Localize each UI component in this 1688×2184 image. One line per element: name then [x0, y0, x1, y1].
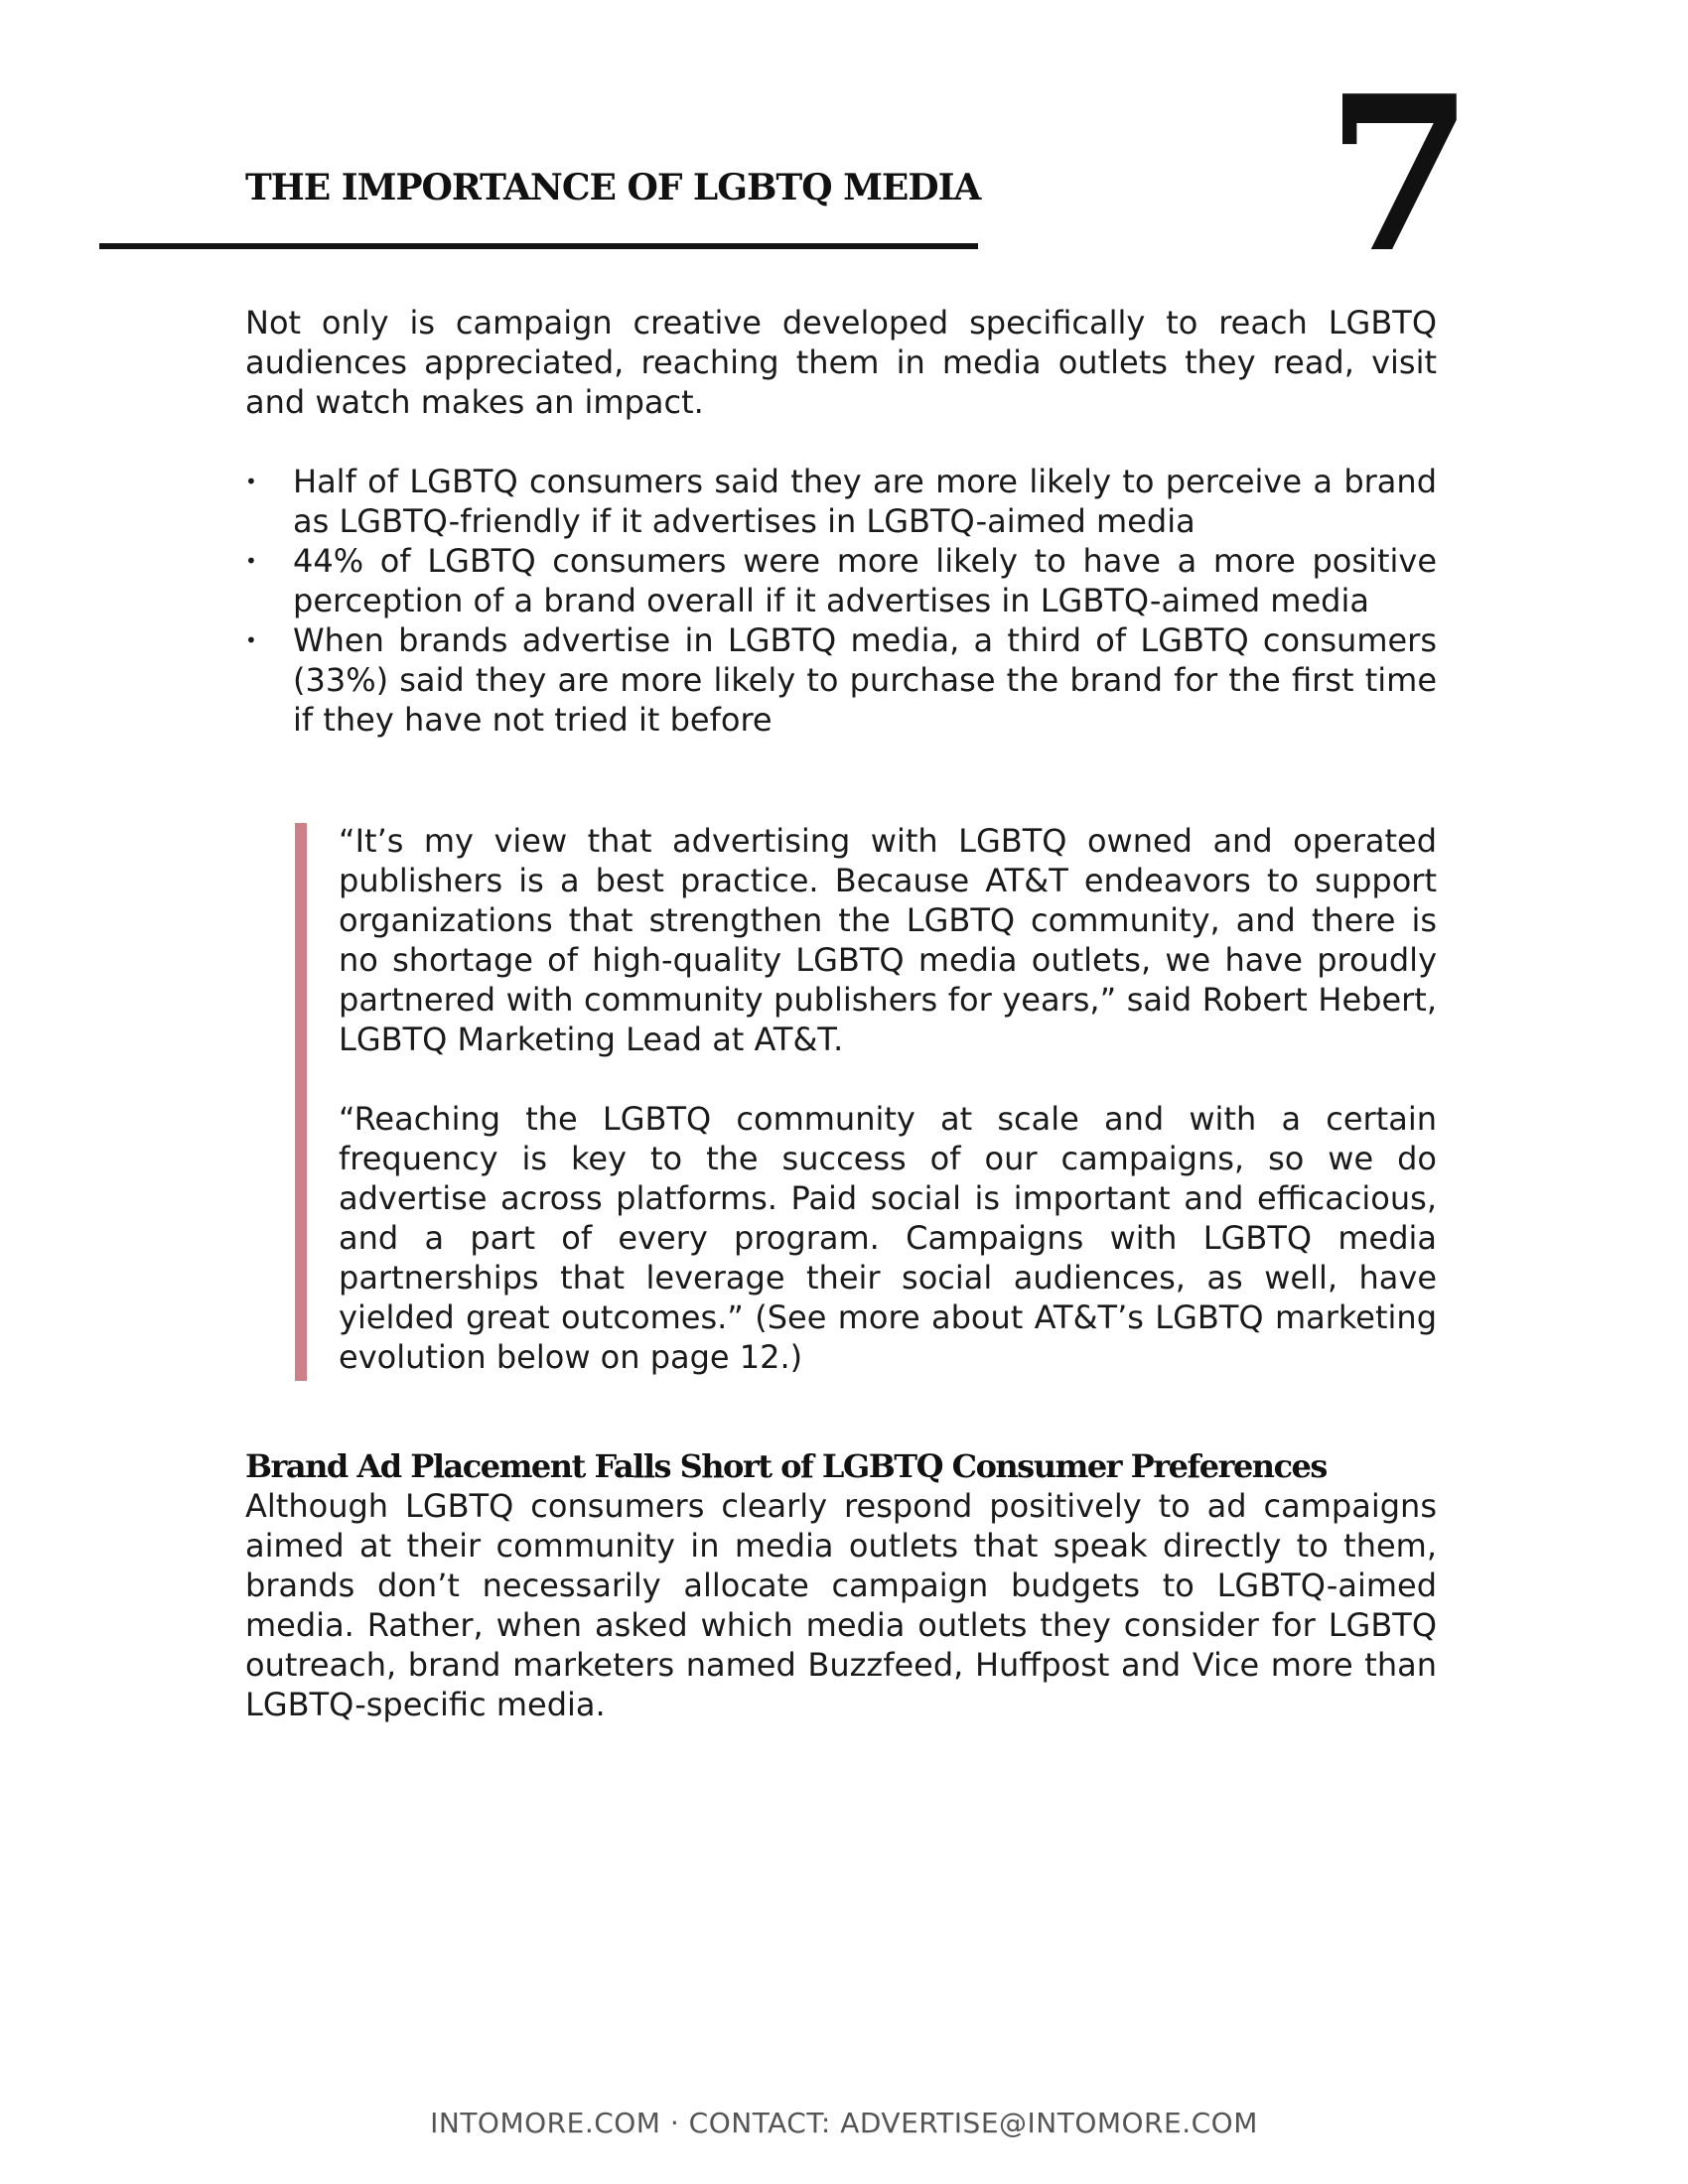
section-body: Although LGBTQ consumers clearly respond positively to ad campaigns aimed at their community in media outlets that speak directly to them, brands don’t necessarily allocate campaign budgets to LGBTQ-aimed media. Rather, when asked which media outlets they consider for LGBTQ outreach, brand marketers named Buzzfeed, Huffpost and Vice more than LGBTQ-specific media.: [245, 1487, 1437, 1723]
bullet-icon: •: [245, 549, 257, 573]
bullet-icon: •: [245, 470, 257, 493]
main-content: [245, 303, 1437, 1724]
quote-paragraph: “Reaching the LGBTQ community at scale and with a certain frequency is key to the success of our campaigns, so we do advertise across platforms. Paid social is important and efficacious, and a part of every program. Campaigns with LGBTQ media partnerships that leverage their social audiences, as well, have yielded great outcomes.” (See more about AT&T’s LGBTQ marketing evolution below on page 12.): [339, 1100, 1437, 1376]
list-item: [245, 541, 1437, 620]
list-item-text: 44% of LGBTQ consumers were more likely to have a more positive perception of a brand overall if it advertises in LGBTQ-aimed media: [293, 542, 1437, 619]
bullet-icon: •: [245, 628, 257, 652]
page-number: 7: [1326, 49, 1469, 300]
list-item: [245, 462, 1437, 541]
list-item: [245, 620, 1437, 740]
intro-paragraph: Not only is campaign creative developed specifically to reach LGBTQ audiences appreciated, reaching them in media outlets they read, visit and watch makes an impact.: [245, 304, 1437, 421]
list-item-text: When brands advertise in LGBTQ media, a third of LGBTQ consumers (33%) said they are more likely to purchase the brand for the first time if they have not tried it before: [293, 621, 1437, 739]
quote-accent-bar: [295, 823, 307, 1381]
header-divider: [99, 243, 978, 249]
section-heading: Brand Ad Placement Falls Short of LGBTQ Consumer Preferences: [245, 1447, 1327, 1485]
page-footer: INTOMORE.COM · CONTACT: ADVERTISE@INTOMORE.COM: [430, 2107, 1258, 2139]
pull-quote: [295, 821, 1437, 1377]
stats-list: [245, 462, 1437, 740]
page-title: THE IMPORTANCE OF LGBTQ MEDIA: [245, 167, 981, 208]
list-item-text: Half of LGBTQ consumers said they are more likely to perceive a brand as LGBTQ-friendly if it advertises in LGBTQ-aimed media: [293, 463, 1437, 540]
quote-paragraph: “It’s my view that advertising with LGBTQ owned and operated publishers is a best practice. Because AT&T endeavors to support organizations that strengthen the LGBTQ community, and there is no shortage of high-quality LGBTQ media outlets, we have proudly partnered with community publishers for years,” said Robert Hebert, LGBTQ Marketing Lead at AT&T.: [339, 822, 1437, 1058]
